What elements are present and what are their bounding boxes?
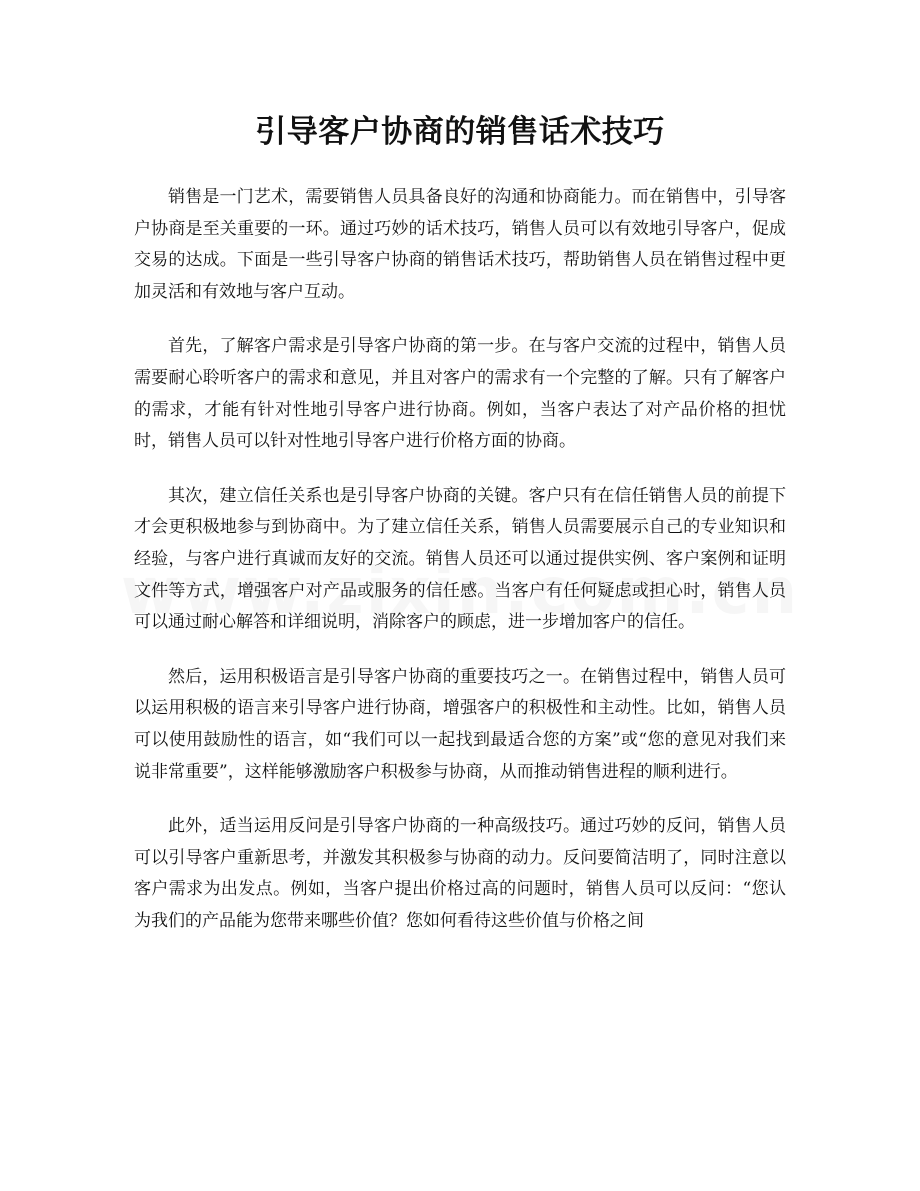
paragraph-rhetorical-questions: 此外，适当运用反问是引导客户协商的一种高级技巧。通过巧妙的反问，销售人员可以引导客户重新思考，并激发其积极参与协商的动力。反问要简洁明了，同时注意以客户需求为出发点。例如，当客户提出价格过高的问题时，销售人员可以反问：“您认为我们的产品能为您带来哪些价值？您如何看待这些价值与价格之间 <box>134 816 786 931</box>
page-title: 引导客户协商的销售话术技巧 <box>255 114 665 150</box>
document-body <box>134 182 786 960</box>
paragraph-intro: 销售是一门艺术，需要销售人员具备良好的沟通和协商能力。而在销售中，引导客户协商是至关重要的一环。通过巧妙的话术技巧，销售人员可以有效地引导客户，促成交易的达成。下面是一些引导客户协商的销售话术技巧，帮助销售人员在销售过程中更加灵活和有效地与客户互动。 <box>134 187 786 302</box>
paragraph-build-trust: 其次，建立信任关系也是引导客户协商的关键。客户只有在信任销售人员的前提下才会更积极地参与到协商中。为了建立信任关系，销售人员需要展示自己的专业知识和经验，与客户进行真诚而友好的交流。销售人员还可以通过提供实例、客户案例和证明文件等方式，增强客户对产品或服务的信任感。当客户有任何疑虑或担心时，销售人员可以通过耐心解答和详细说明，消除客户的顾虑，进一步增加客户的信任。 <box>134 485 786 633</box>
paragraph-positive-language: 然后，运用积极语言是引导客户协商的重要技巧之一。在销售过程中，销售人员可以运用积极的语言来引导客户进行协商，增强客户的积极性和主动性。比如，销售人员可以使用鼓励性的语言，如“我们可以一起找到最适合您的方案”或“您的意见对我们来说非常重要”，这样能够激励客户积极参与协商，从而推动销售进程的顺利进行。 <box>134 666 786 782</box>
paragraph-understand-needs: 首先，了解客户需求是引导客户协商的第一步。在与客户交流的过程中，销售人员需要耐心聆听客户的需求和意见，并且对客户的需求有一个完整的了解。只有了解客户的需求，才能有针对性地引导客户进行协商。例如，当客户表达了对产品价格的担忧时，销售人员可以针对性地引导客户进行价格方面的协商。 <box>134 336 786 452</box>
